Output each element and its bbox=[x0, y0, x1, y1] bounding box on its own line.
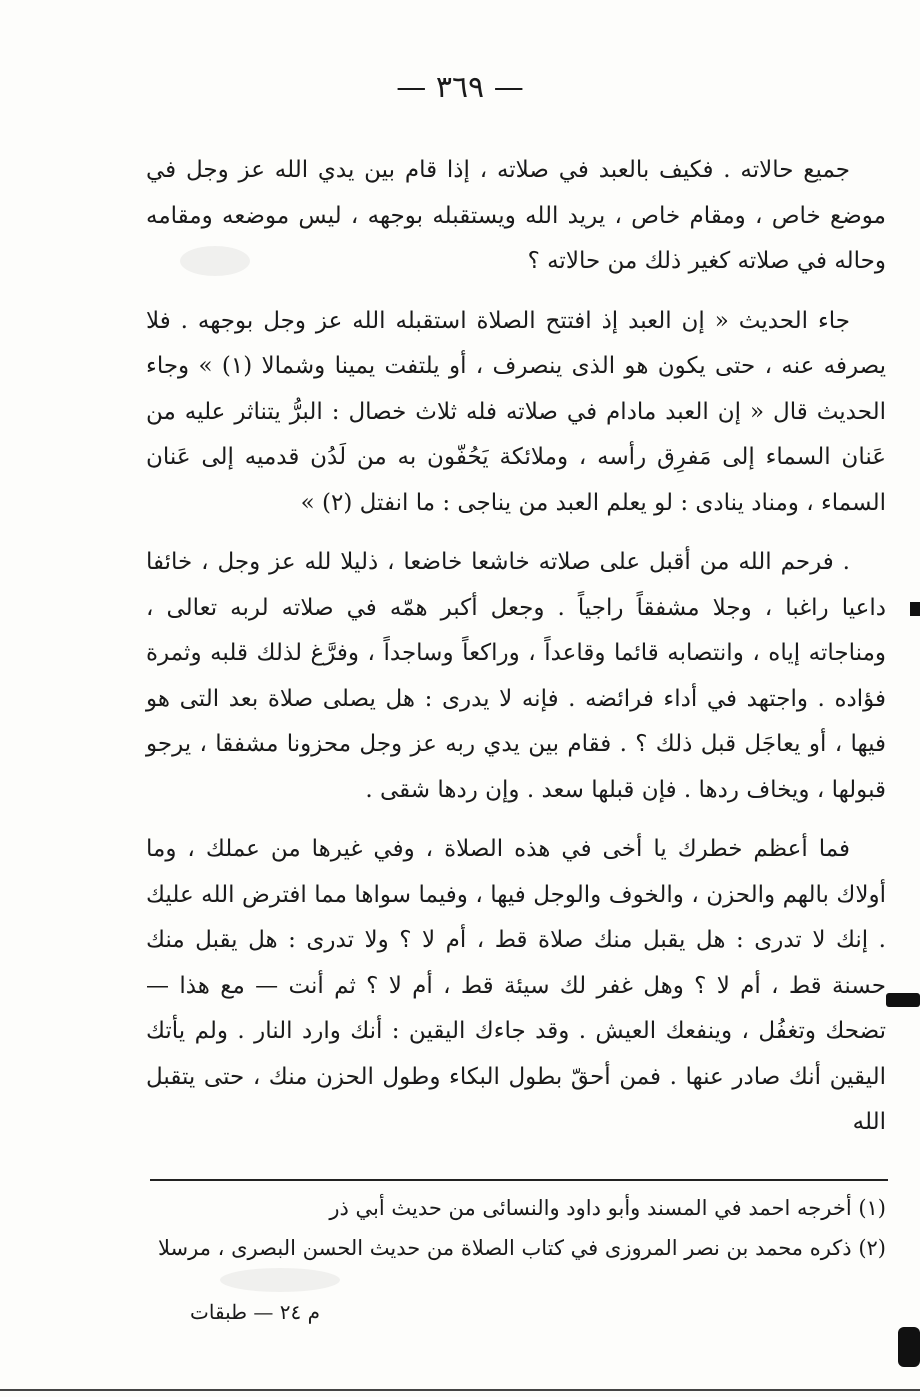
paragraph-3: . فرحم الله من أقبل على صلاته خاشعا خاضعا ، ذليلا لله عز وجل ، خائفا داعيا راغبا ، وجلا مشفقاً راجياً . وجعل أكبر همّه في صلاته لربه تعالى ، ومناجاته إياه ، وانتصابه قائما وقاعداً ، وراكعاً وساجداً ، وفرَّغ لذلك قلبه وثمرة فؤاده . واجتهد في أداء فرائضه . فإنه لا يدرى : هل يصلى صلاة بعد التى هو فيها ، أو يعاجَل قبل ذلك ؟ . فقام بين يدي ربه عز وجل محزونا مشفقا ، يرجو قبولها ، ويخاف ردها . فإن قبلها سعد . وإن ردها شقى . bbox=[146, 549, 886, 803]
scan-bottom-edge bbox=[0, 1389, 920, 1391]
paragraph-4: فما أعظم خطرك يا أخى في هذه الصلاة ، وفي غيرها من عملك ، وما أولاك بالهم والحزن ، والخوف والوجل فيها ، وفيما سواها مما افترض الله عليك . إنك لا تدرى : هل يقبل منك صلاة قط ، أم لا ؟ ولا تدرى : هل يقبل منك حسنة قط ، أم لا ؟ وهل غفر لك سيئة قط ، أم لا ؟ ثم أنت — مع هذا — تضحك وتغفُل ، وينفعك العيش . وقد جاءك اليقين : أنك وارد النار . ولم يأتك اليقين أنك صادر عنها . فمن أحقّ بطول البكاء وطول الحزن منك ، حتى يتقبل الله bbox=[146, 836, 886, 1135]
printer-signature: م ٢٤ — طبقات bbox=[190, 1300, 320, 1324]
scan-smudge bbox=[220, 1268, 340, 1292]
paragraph-2: جاء الحديث « إن العبد إذ افتتح الصلاة استقبله الله عز وجل بوجهه . فلا يصرفه عنه ، حتى يكون هو الذى ينصرف ، أو يلتفت يمينا وشمالا (١) » وجاء الحديث قال « إن العبد مادام في صلاته فله ثلاث خصال : البرُّ يتناثر عليه من عَنان السماء إلى مَفرِق رأسه ، وملائكة يَحُفّون به من لَدُن قدميه إلى عَنان السماء ، ومناد ينادى : لو يعلم العبد من يناجى : ما انفتل (٢) » bbox=[146, 307, 886, 516]
paragraph-1: جميع حالاته . فكيف بالعبد في صلاته ، إذا قام بين يدي الله عز وجل في موضع خاص ، ومقام خاص ، يريد الله ويستقبله بوجهه ، ليس موضعه ومقامه وحاله في صلاته كغير ذلك من حالاته ؟ bbox=[146, 157, 886, 274]
footnote-divider bbox=[150, 1179, 888, 1181]
scan-edge-mark bbox=[910, 602, 920, 616]
scan-edge-mark bbox=[898, 1327, 920, 1367]
page-number: — ٣٦٩ — bbox=[396, 70, 524, 105]
footnote-1: (١) أخرجه احمد في المسند وأبو داود والنسائى من حديث أبي ذر bbox=[329, 1196, 886, 1220]
main-text bbox=[146, 148, 886, 1146]
scan-edge-mark bbox=[886, 993, 920, 1007]
footnotes bbox=[146, 1188, 886, 1268]
scan-smudge bbox=[180, 246, 250, 276]
footnote-2: (٢) ذكره محمد بن نصر المروزى في كتاب الصلاة من حديث الحسن البصرى ، مرسلا bbox=[158, 1236, 886, 1260]
